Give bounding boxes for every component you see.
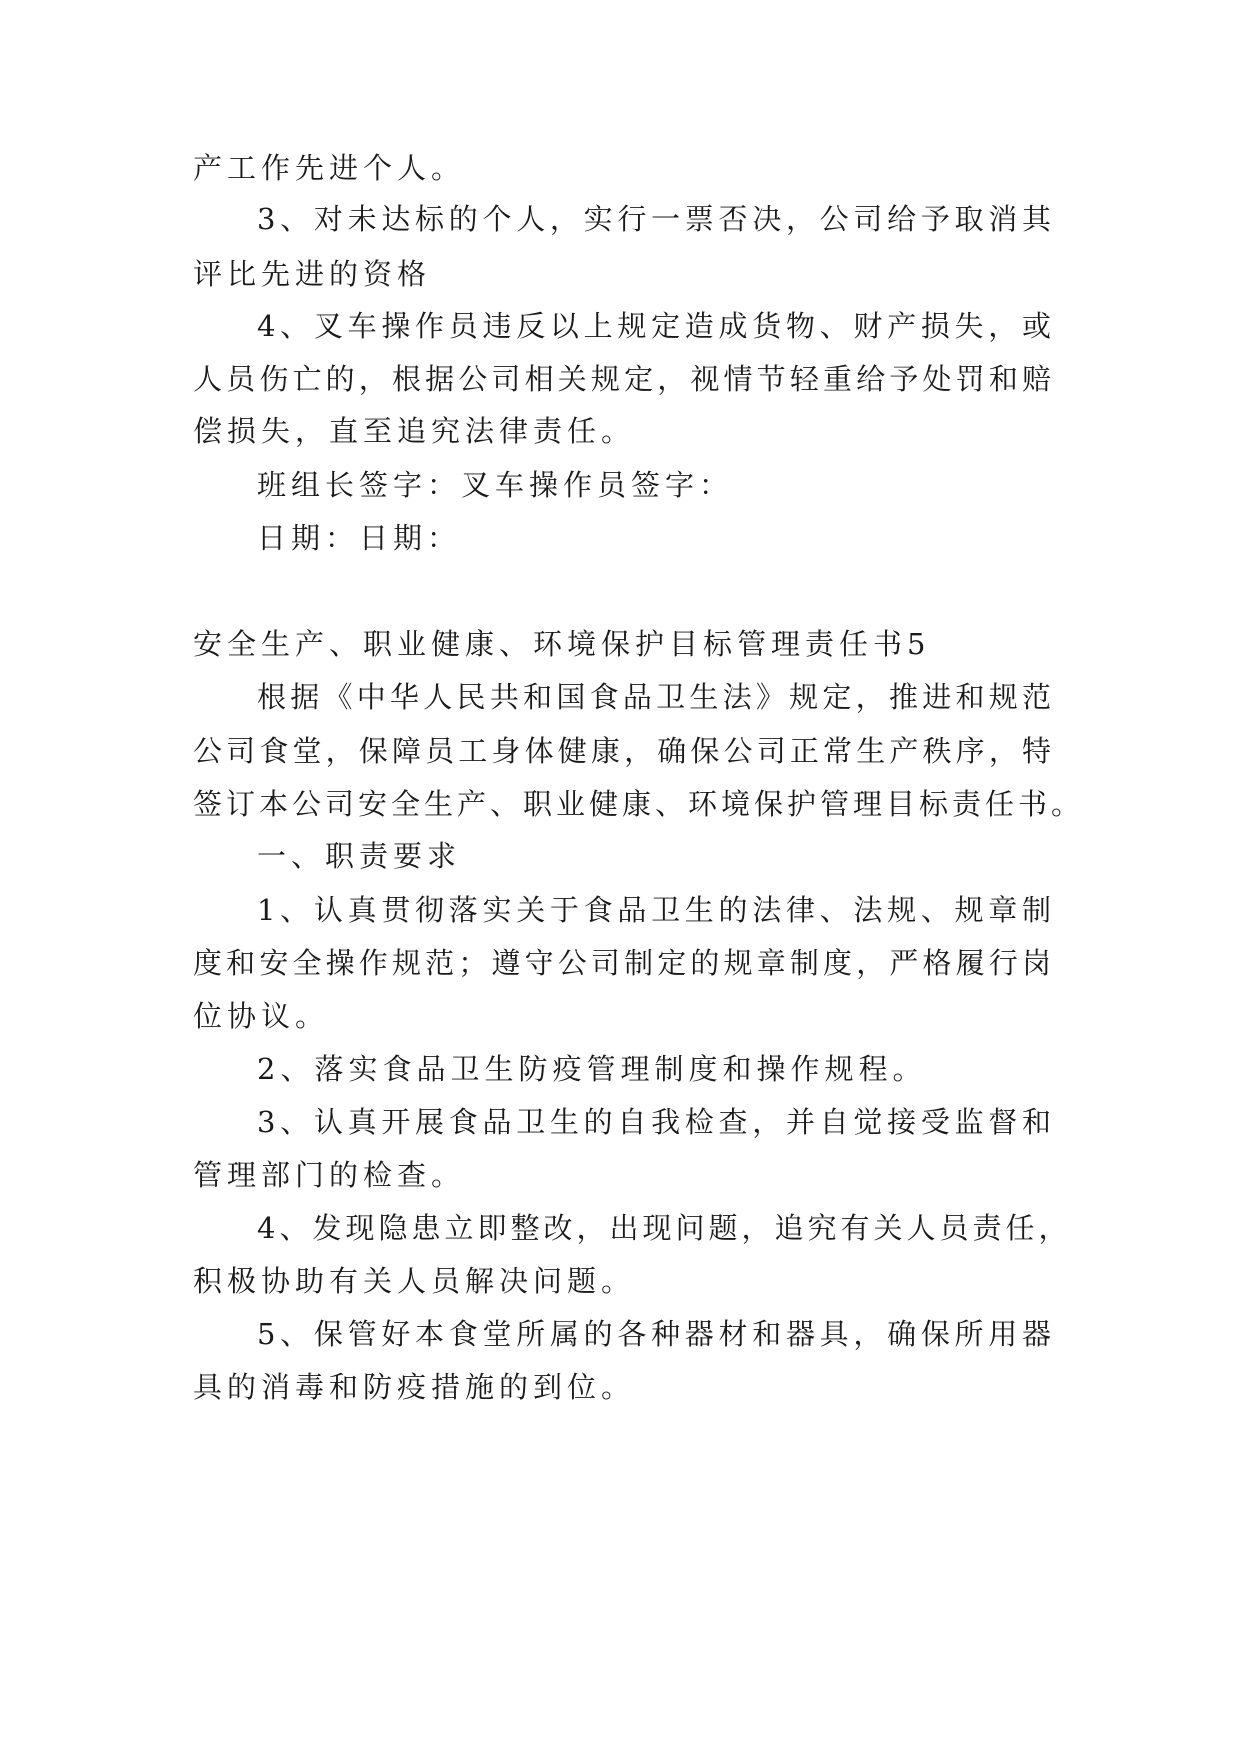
date-line: 日期：日期： bbox=[257, 521, 462, 555]
text-line: 产工作先进个人。 bbox=[193, 151, 466, 185]
text-line: 1、认真贯彻落实关于食品卫生的法律、法规、规章制 bbox=[257, 893, 1055, 927]
text-line: 3、对未达标的个人，实行一票否决，公司给予取消其 bbox=[257, 202, 1055, 236]
text-line: 具的消毒和防疫措施的到位。 bbox=[193, 1370, 636, 1404]
text-line: 3、认真开展食品卫生的自我检查，并自觉接受监督和 bbox=[257, 1105, 1055, 1139]
text-line: 位协议。 bbox=[193, 999, 330, 1033]
section-title: 安全生产、职业健康、环境保护目标管理责任书5 bbox=[193, 627, 931, 661]
text-line: 积极协助有关人员解决问题。 bbox=[193, 1264, 636, 1298]
signature-line: 班组长签字：叉车操作员签字： bbox=[257, 468, 734, 502]
text-line: 偿损失，直至追究法律责任。 bbox=[193, 414, 636, 448]
text-line: 评比先进的资格 bbox=[193, 257, 432, 291]
text-line: 度和安全操作规范；遵守公司制定的规章制度，严格履行岗 bbox=[193, 946, 1055, 980]
text-line: 管理部门的检查。 bbox=[193, 1158, 466, 1192]
text-line: 签订本公司安全生产、职业健康、环境保护管理目标责任书。 bbox=[193, 787, 1085, 821]
text-line: 4、叉车操作员违反以上规定造成货物、财产损失，或 bbox=[257, 309, 1055, 343]
text-line: 4、发现隐患立即整改，出现问题，追究有关人员责任， bbox=[257, 1211, 1072, 1245]
text-line: 公司食堂，保障员工身体健康，确保公司正常生产秩序，特 bbox=[193, 734, 1055, 768]
text-line: 5、保管好本食堂所属的各种器材和器具，确保所用器 bbox=[257, 1317, 1055, 1351]
text-line: 人员伤亡的，根据公司相关规定，视情节轻重给予处罚和赔 bbox=[193, 362, 1055, 396]
section-heading: 一、职责要求 bbox=[257, 839, 462, 873]
text-line: 2、落实食品卫生防疫管理制度和操作规程。 bbox=[257, 1052, 927, 1086]
text-line: 根据《中华人民共和国食品卫生法》规定，推进和规范 bbox=[257, 680, 1055, 714]
